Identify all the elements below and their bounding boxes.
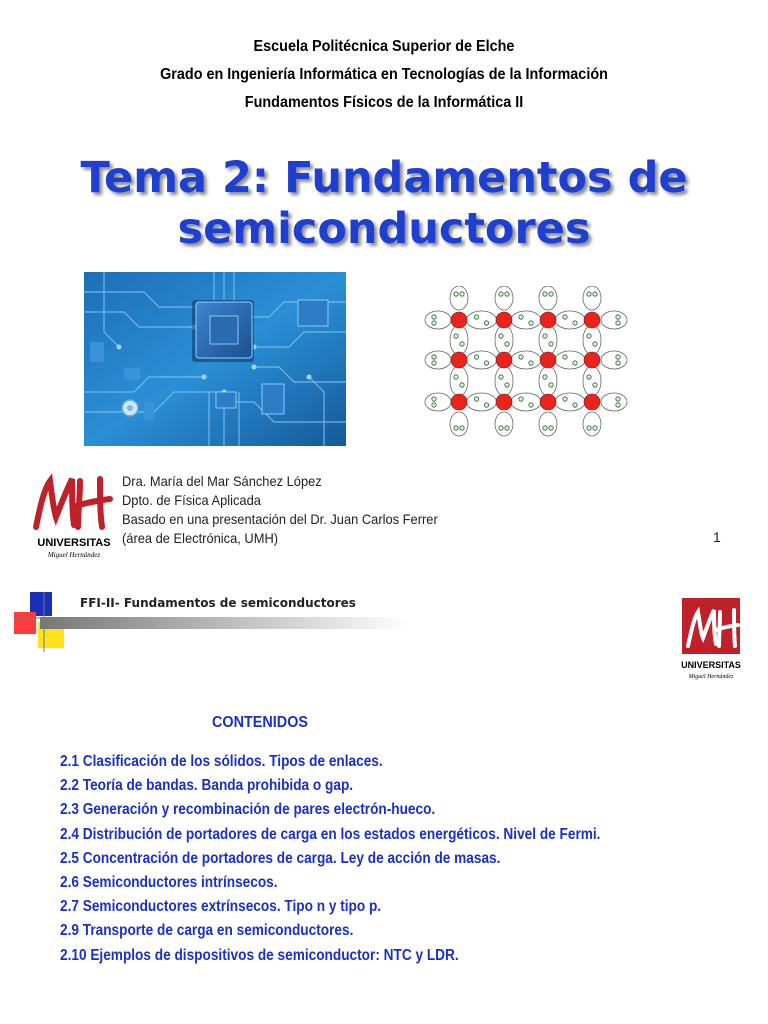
school-name: Escuela Politécnica Superior de Elche: [253, 38, 515, 55]
electron: [587, 426, 591, 430]
electron: [519, 397, 523, 401]
bond-lobe: [467, 311, 497, 329]
bond-lobe: [601, 351, 627, 369]
list-item: 2.3 Generación y recombinación de pares electrón-hueco.: [60, 801, 436, 819]
electron: [474, 315, 478, 319]
bond-lobe: [425, 393, 451, 411]
contents-slide: [0, 578, 768, 1024]
electron: [460, 342, 464, 346]
contents-title: CONTENIDOS: [212, 714, 309, 731]
list-item: 2.7 Semiconductores extrínsecos. Tipo n y tipo p.: [60, 898, 382, 916]
logo-m-stroke: [36, 479, 74, 527]
slide-title-line1: Tema 2: Fundamentos de: [80, 153, 688, 203]
electron: [529, 321, 533, 325]
electron: [519, 315, 523, 319]
list-item: 2.1 Clasificación de los sólidos. Tipos de enlaces.: [60, 753, 383, 770]
electron: [460, 383, 464, 387]
electron: [543, 292, 547, 296]
author-name: Dra. María del Mar Sánchez López: [122, 473, 322, 489]
electron: [499, 334, 503, 338]
electron: [505, 383, 509, 387]
bond-lobe: [495, 412, 513, 436]
electron: [505, 426, 509, 430]
silicon-atom: [496, 352, 512, 368]
electron: [499, 292, 503, 296]
bond-lobe: [601, 311, 627, 329]
electron: [573, 403, 577, 407]
electron: [432, 321, 436, 325]
header-rule: [40, 617, 410, 629]
electron: [484, 403, 488, 407]
bond-lobe: [583, 286, 601, 310]
electron: [563, 355, 567, 359]
electron: [549, 426, 553, 430]
electron: [587, 292, 591, 296]
electron: [616, 321, 620, 325]
electron: [505, 342, 509, 346]
degree-name: Grado en Ingeniería Informática en Tecnologías de la Información: [160, 66, 608, 83]
silicon-atom: [584, 312, 600, 328]
silicon-atom: [451, 352, 467, 368]
electron: [593, 426, 597, 430]
electron: [549, 292, 553, 296]
electron: [593, 383, 597, 387]
electron: [549, 383, 553, 387]
electron: [505, 292, 509, 296]
page-number: 1: [713, 529, 721, 545]
bond-lobe: [425, 311, 451, 329]
electron: [616, 361, 620, 365]
list-item: 2.5 Concentración de portadores de carga. Ley de acción de masas.: [60, 849, 501, 867]
electron: [529, 403, 533, 407]
silicon-atom: [540, 352, 556, 368]
bond-lobe: [425, 351, 451, 369]
list-item: 2.9 Transporte de carga en semiconductores.: [60, 922, 354, 940]
author-area: (área de Electrónica, UMH): [122, 530, 279, 546]
course-name: Fundamentos Físicos de la Informática II: [244, 94, 524, 111]
silicon-lattice-diagram: [424, 286, 634, 438]
electron: [549, 342, 553, 346]
bond-lobe: [539, 412, 557, 436]
electron: [432, 361, 436, 365]
bond-lobe: [539, 286, 557, 310]
electron: [543, 426, 547, 430]
silicon-atom: [540, 394, 556, 410]
electron: [519, 355, 523, 359]
list-item: 2.6 Semiconductores intrínsecos.: [60, 874, 278, 892]
electron: [499, 426, 503, 430]
electron: [593, 342, 597, 346]
bond-lobe: [467, 351, 497, 369]
bond-lobe: [555, 311, 585, 329]
bond-lobe: [495, 325, 513, 355]
author-department: Dpto. de Física Aplicada: [122, 492, 261, 508]
electron: [484, 361, 488, 365]
electron: [432, 315, 436, 319]
electron: [573, 321, 577, 325]
list-item: 2.2 Teoría de bandas. Banda prohibida o gap.: [60, 777, 354, 795]
electron: [432, 397, 436, 401]
bond-lobe: [539, 325, 557, 355]
silicon-atom: [584, 394, 600, 410]
author-based-on: Basado en una presentación del Dr. Juan Carlos Ferrer: [122, 511, 438, 527]
bond-lobe: [467, 393, 497, 411]
logo-wordmark: UNIVERSITAS: [37, 537, 111, 549]
slide-title-line2: semiconductores: [177, 204, 591, 254]
bond-lobe: [583, 325, 601, 355]
bond-lobe: [511, 311, 541, 329]
silicon-atom: [584, 352, 600, 368]
logo-subtitle: Miguel Hernández: [688, 674, 734, 680]
bond-lobe: [450, 325, 468, 355]
electron: [616, 397, 620, 401]
electron: [454, 375, 458, 379]
silicon-atom: [496, 312, 512, 328]
bond-lobe: [583, 412, 601, 436]
electron: [587, 334, 591, 338]
silicon-atom: [451, 312, 467, 328]
bond-lobe: [511, 393, 541, 411]
logo-subtitle: Miguel Hernández: [47, 551, 101, 559]
electron: [616, 315, 620, 319]
silicon-atom: [496, 394, 512, 410]
contents-list: [60, 750, 674, 968]
circuit-board-image: [84, 272, 346, 446]
electron: [616, 403, 620, 407]
bond-lobe: [555, 351, 585, 369]
electron: [563, 315, 567, 319]
bond-lobe: [450, 412, 468, 436]
electron: [460, 292, 464, 296]
author-block: [122, 472, 438, 548]
logo-wordmark: UNIVERSITAS: [681, 660, 741, 670]
electron: [593, 292, 597, 296]
bond-lobe: [511, 351, 541, 369]
bond-lobe: [450, 366, 468, 396]
electron: [499, 375, 503, 379]
electron: [432, 403, 436, 407]
bond-lobe: [495, 366, 513, 396]
electron: [454, 426, 458, 430]
electron: [474, 397, 478, 401]
electron: [616, 355, 620, 359]
bond-lobe: [495, 286, 513, 310]
electron: [454, 334, 458, 338]
list-item: 2.10 Ejemplos de dispositivos de semiconductor: NTC y LDR.: [60, 946, 459, 964]
electron: [432, 355, 436, 359]
silicon-atom: [451, 394, 467, 410]
university-logo: [30, 467, 118, 563]
electron: [529, 361, 533, 365]
electron: [454, 292, 458, 296]
logo-h-stroke: [74, 479, 110, 527]
electron: [573, 361, 577, 365]
electron: [587, 375, 591, 379]
bond-lobe: [601, 393, 627, 411]
list-item: 2.4 Distribución de portadores de carga en los estados energéticos. Nivel de Fermi.: [60, 825, 601, 843]
electron: [543, 334, 547, 338]
electron: [543, 375, 547, 379]
bond-lobe: [450, 286, 468, 310]
slide-header: FFI-II- Fundamentos de semiconductores: [80, 596, 356, 610]
electron: [563, 397, 567, 401]
bond-lobe: [539, 366, 557, 396]
electron: [474, 355, 478, 359]
electron: [460, 426, 464, 430]
university-logo-small: [676, 596, 746, 684]
bond-lobe: [555, 393, 585, 411]
electron: [484, 321, 488, 325]
bond-lobe: [583, 366, 601, 396]
silicon-atom: [540, 312, 556, 328]
